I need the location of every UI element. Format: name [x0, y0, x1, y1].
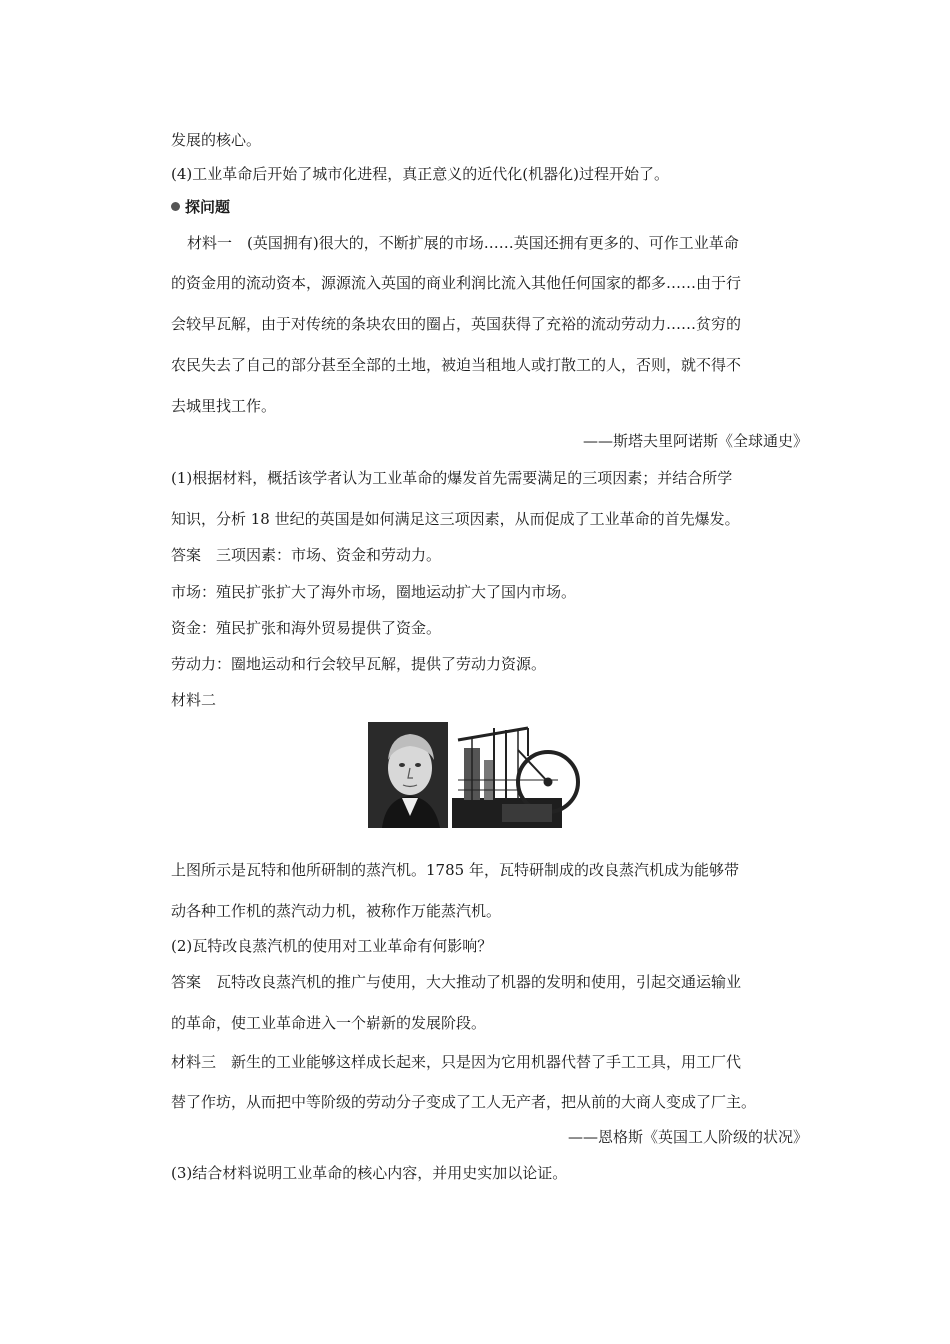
- material-two-label: 材料二: [171, 691, 217, 709]
- text-line: 劳动力：圈地运动和行会较早瓦解，提供了劳动力资源。: [171, 655, 547, 673]
- text-line: 发展的核心。: [171, 131, 262, 149]
- text-line: 去城里找工作。: [171, 397, 277, 415]
- text-line: (4)工业革命后开始了城市化进程，真正意义的近代化(机器化)过程开始了。: [171, 165, 669, 183]
- text-line: 动各种工作机的蒸汽动力机，被称作万能蒸汽机。: [171, 902, 502, 920]
- text-line: 替了作坊，从而把中等阶级的劳动分子变成了工人无产者，把从前的大商人变成了厂主。: [171, 1093, 757, 1111]
- bullet-dot-icon: [171, 202, 180, 211]
- text-line: 资金：殖民扩张和海外贸易提供了资金。: [171, 619, 442, 637]
- text-line: 市场：殖民扩张扩大了海外市场，圈地运动扩大了国内市场。: [171, 583, 577, 601]
- portrait-icon: [368, 722, 448, 828]
- text-line: 农民失去了自己的部分甚至全部的土地，被迫当租地人或打散工的人，否则，就不得不: [171, 356, 742, 374]
- material-one-text: 材料一 (英国拥有)很大的，不断扩展的市场……英国还拥有更多的、可作工业革命: [187, 234, 739, 252]
- material-three-text: 材料三 新生的工业能够这样成长起来，只是因为它用机器代替了手工工具，用工厂代: [171, 1053, 742, 1071]
- section-heading: [171, 197, 230, 217]
- source-citation: ——恩格斯《英国工人阶级的状况》: [567, 1128, 808, 1146]
- answer-one: 答案 三项因素：市场、资金和劳动力。: [171, 546, 442, 564]
- text-line: 会较早瓦解，由于对传统的条块农田的圈占，英国获得了充裕的流动劳动力……贫穷的: [171, 315, 742, 333]
- question-one: (1)根据材料，概括该学者认为工业革命的爆发首先需要满足的三项因素；并结合所学: [171, 469, 733, 487]
- text-line: 的资金用的流动资本，源源流入英国的商业利润比流入其他任何国家的都多……由于行: [171, 274, 742, 292]
- question-two: (2)瓦特改良蒸汽机的使用对工业革命有何影响？: [171, 937, 493, 955]
- material-two-text: 上图所示是瓦特和他所研制的蒸汽机。1785 年，瓦特研制成的改良蒸汽机成为能够带: [171, 861, 739, 879]
- text-line: 知识，分析 18 世纪的英国是如何满足这三项因素，从而促成了工业革命的首先爆发。: [171, 510, 740, 528]
- question-three: (3)结合材料说明工业革命的核心内容，并用史实加以论证。: [171, 1164, 568, 1182]
- answer-two: 答案 瓦特改良蒸汽机的推广与使用，大大推动了机器的发明和使用，引起交通运输业: [171, 973, 742, 991]
- text-line: 的革命，使工业革命进入一个崭新的发展阶段。: [171, 1014, 487, 1032]
- section-heading-label: 探问题: [185, 198, 231, 216]
- source-citation: ——斯塔夫里阿诺斯《全球通史》: [582, 432, 808, 450]
- watt-steam-engine-image: [368, 720, 584, 830]
